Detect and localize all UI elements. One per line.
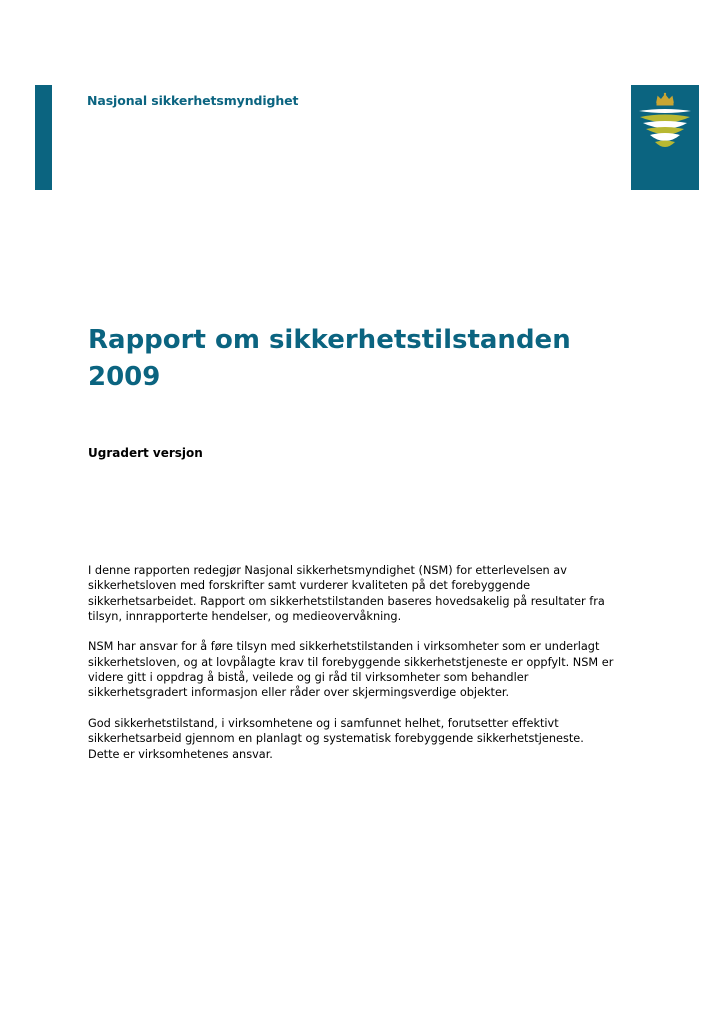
text-line: sikkerhetsloven, og at lovpålagte krav til forebyggende sikkerhetstjeneste er oppfylt. NSM er — [88, 655, 614, 669]
document-subtitle: Ugradert versjon — [88, 446, 203, 460]
text-line: God sikkerhetstilstand, i virksomhetene og i samfunnet helhet, forutsetter effektivt — [88, 716, 559, 730]
text-line: I denne rapporten redegjør Nasjonal sikkerhetsmyndighet (NSM) for etterlevelsen av — [88, 564, 567, 577]
text-line: videre gitt i oppdrag å bistå, veilede og gi råd til virksomheter som behandler — [88, 671, 529, 685]
paragraph — [88, 716, 648, 762]
logo-text: NSM — [644, 238, 686, 260]
title-line: 2009 — [88, 362, 161, 392]
text-line: sikkerhetsloven med forskrifter samt vurderer kvaliteten på det forebyggende — [88, 579, 531, 593]
title-line: Rapport om sikkerhetstilstanden — [88, 325, 571, 355]
text-line: sikkerhetsarbeid gjennom en planlagt og systematisk forebyggende sikkerhetstjeneste. — [88, 732, 584, 746]
text-line: NSM har ansvar for å føre tilsyn med sikkerhetstilstanden i virksomheter som er underlagt — [88, 640, 600, 654]
paragraph — [88, 639, 648, 700]
page-title — [88, 322, 648, 396]
text-line: sikkerhetsarbeidet. Rapport om sikkerhetstilstanden baseres hovedsakelig på resultater fra — [88, 594, 605, 608]
side-accent-bar — [35, 85, 52, 190]
text-line: Dette er virksomhetenes ansvar. — [88, 747, 273, 761]
body-text — [88, 563, 648, 777]
text-line: sikkerhetsgradert informasjon eller råder over skjermingsverdige objekter. — [88, 686, 510, 700]
paragraph — [88, 563, 648, 624]
crown-emblem-icon — [631, 85, 699, 190]
organization-name: Nasjonal sikkerhetsmyndighet — [87, 93, 299, 108]
nsm-logo — [631, 85, 699, 260]
text-line: tilsyn, innrapporterte hendelser, og medieovervåkning. — [88, 609, 402, 623]
